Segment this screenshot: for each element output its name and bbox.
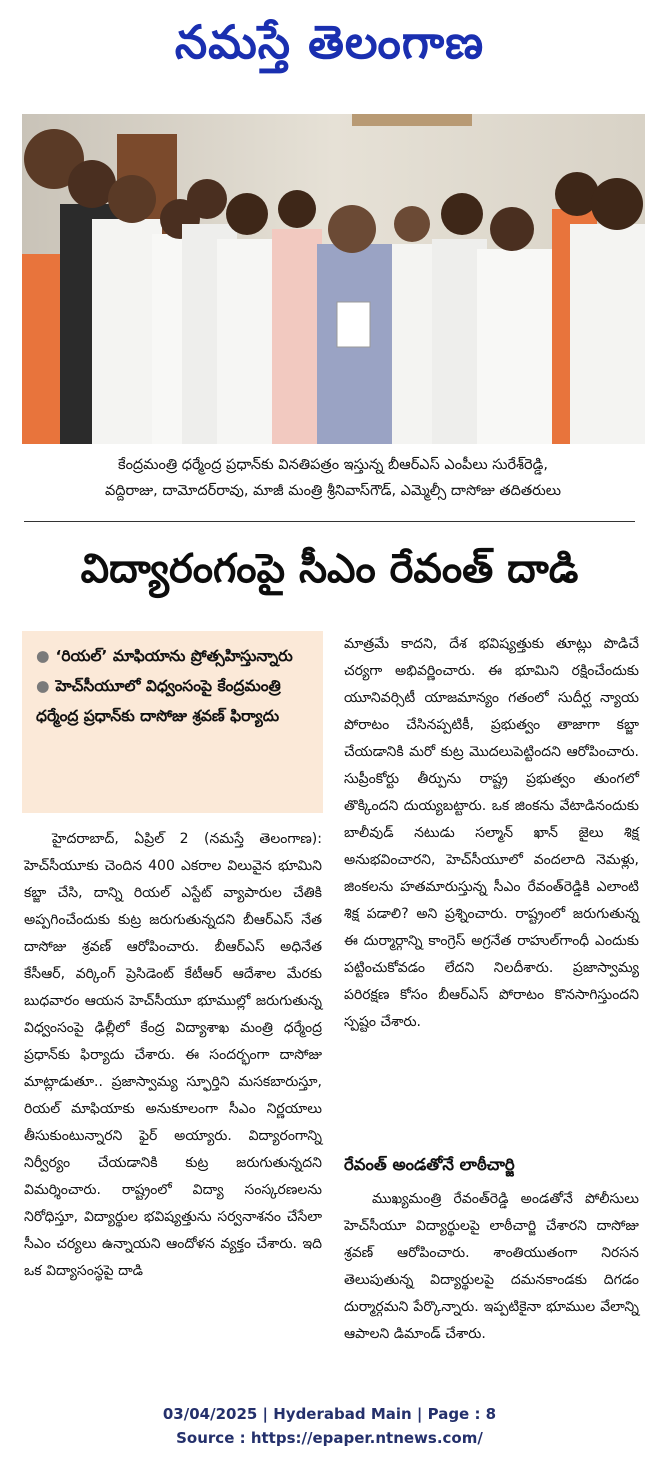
footer-edition-info: 03/04/2025 | Hyderabad Main | Page : 8 — [162, 1405, 497, 1423]
highlights-box — [22, 631, 323, 813]
bullet-icon: ● — [36, 647, 50, 665]
article-headline: విద్యారంగంపై సీఎం రేవంత్ దాడి — [80, 546, 579, 592]
bullet-icon: ● — [36, 677, 50, 695]
photo-caption — [28, 452, 638, 504]
section-divider — [24, 521, 635, 522]
article-body-right: మాత్రమే కాదని, దేశ భవిష్యత్తుకు తూట్లు పొడిచే చర్యగా అభివర్ణించారు. ఈ భూమిని రక్షించేందుకు యూనివర్సిటీ యాజమాన్యం గతంలో సుదీర్ఘ న్యాయ పోరాటం చేసినప్పటికీ, ప్రభుత్వం తాజాగా కబ్జా చేయడానికి మరో కుట్ర మొదలుపెట్టిందని ఆరోపించారు. సుప్రీంకోర్టు తీర్పును రాష్ట్ర ప్రభుత్వం తుంగలో తొక్కిందని దుయ్యబట్టారు. ఒక జింకను వేటాడినందుకు బాలీవుడ్ నటుడు సల్మాన్ ఖాన్ జైలు శిక్ష అనుభవించారని, హెచ్‌సీయూలో వందలాది నెమళ్లు, జింకలను హతమారుస్తున్న సీఎం రేవంత్‌రెడ్డికి ఎలాంటి శిక్ష పడాలి? అని ప్రశ్నించారు. రాష్ట్రంలో జరుగుతున్న ఈ దుర్మార్గాన్ని కాంగ్రెస్ అగ్రనేత రాహుల్‌గాంధీ ఎందుకు పట్టించుకోవడం లేదని నిలదీశారు. ప్రజాస్వామ్య పరిరక్షణ కోసం బీఆర్‌ఎస్ పోరాటం కొనసాగిస్తుందని స్పష్టం చేశారు. — [344, 636, 639, 1030]
masthead — [0, 0, 659, 95]
article-body-left: హైదరాబాద్, ఏప్రిల్ 2 (నమస్తే తెలంగాణ): హెచ్‌సీయూకు చెందిన 400 ఎకరాల విలువైన భూమిని కబ్జా చేసి, దాన్ని రియల్ ఎస్టేట్ వ్యాపారుల చేతికి అప్పగించేందుకు కుట్ర జరుగుతున్నదని బీఆర్‌ఎస్ నేత దాసోజు శ్రవణ్ ఆరోపించారు. బీఆర్‌ఎస్ అధినేత కేసీఆర్, వర్కింగ్ ప్రెసిడెంట్ కేటీఆర్ ఆదేశాల మేరకు బుధవారం ఆయన హెచ్‌సీయూ భూముల్లో జరుగుతున్న విధ్వంసంపై ఢిల్లీలో కేంద్ర విద్యాశాఖ మంత్రి ధర్మేంద్ర ప్రధాన్‌కు ఫిర్యాదు చేశారు. ఈ సందర్భంగా దాసోజు మాట్లాడుతూ.. ప్రజాస్వామ్య స్ఫూర్తిని మసకబారుస్తూ, రియల్ మాఫియాకు అనుకూలంగా సీఎం నిర్ణయాలు తీసుకుంటున్నారని ఫైర్ అయ్యారు. విద్యారంగాన్ని నిర్వీర్యం చేయడానికి కుట్ర జరుగుతున్నదని విమర్శించారు. రాష్ట్రంలో విద్యా సంస్కరణలను నిరోధిస్తూ, విద్యార్థుల భవిష్యత్తును సర్వనాశనం చేసేలా సీఎం చర్యలు ఉన్నాయని ఆందోళన వ్యక్తం చేశారు. ఇది ఒక విద్యాసంస్థపై దాడి — [24, 831, 322, 1279]
highlight-item — [36, 671, 311, 731]
news-photo-graphic — [22, 114, 645, 444]
highlight-item — [36, 641, 311, 671]
photo-caption-line2: వద్దిరాజు, దామోదర్‌రావు, మాజీ మంత్రి శ్రీనివాస్‌గౌడ్, ఎమ్మెల్సీ దాసోజు తదితరులు — [104, 483, 562, 499]
photo-caption-line1: కేంద్రమంత్రి ధర్మేంద్ర ప్రధాన్‌కు వినతిపత్రం ఇస్తున్న బీఆర్‌ఎస్ ఎంపీలు సురేశ్‌రెడ్డి, — [118, 457, 548, 473]
page-footer — [0, 1402, 659, 1450]
highlight-text: హెచ్‌సీయూలో విధ్వంసంపై కేంద్రమంత్రి ధర్మేంద్ర ప్రధాన్‌కు దాసోజు శ్రవణ్ ఫిర్యాదు — [36, 677, 281, 725]
highlight-text: ‘రియల్’ మాఫియాను ప్రోత్సహిస్తున్నారు — [55, 647, 293, 665]
masthead-title: నమస్తే తెలంగాణ — [174, 14, 485, 69]
news-photo — [22, 114, 645, 444]
article-body-right-continued: ముఖ్యమంత్రి రేవంత్‌రెడ్డి అండతోనే పోలీసులు హెచ్‌సీయూ విద్యార్థులపై లాఠీచార్జి చేశారని దాసోజు శ్రవణ్ ఆరోపించారు. శాంతియుతంగా నిరసన తెలుపుతున్న విద్యార్థులపై దమనకాండకు దిగడం దుర్మార్గమని పేర్కొన్నారు. ఇప్పటికైనా భూముల వేలాన్ని ఆపాలని డిమాండ్ చేశారు. — [344, 1191, 639, 1342]
article-subheading: రేవంత్ అండతోనే లాఠీచార్జి — [344, 1155, 515, 1174]
footer-source-link[interactable]: Source : https://epaper.ntnews.com/ — [176, 1429, 483, 1447]
